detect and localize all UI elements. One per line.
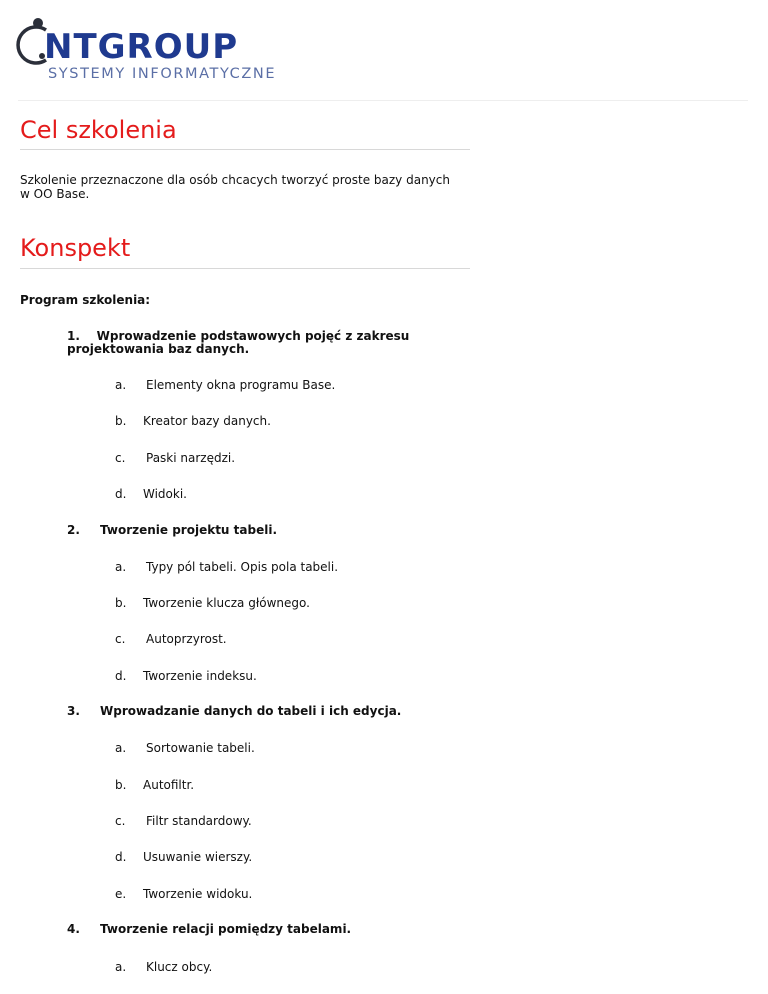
- section-4: [67, 923, 351, 936]
- outline-heading: Konspekt: [20, 234, 131, 262]
- logo-wordmark: NTGROUP: [44, 27, 239, 67]
- section-title: Wprowadzenie podstawowych pojęć z zakresu projektowania baz danych.: [67, 329, 410, 356]
- ntgroup-logo-icon: [16, 14, 316, 74]
- outline-heading-rule: [20, 268, 470, 269]
- section-1: [67, 330, 457, 356]
- header-divider: [18, 100, 748, 101]
- goal-heading: Cel szkolenia: [20, 116, 177, 144]
- logo-subtitle: SYSTEMY INFORMATYCZNE: [48, 66, 277, 82]
- goal-text: Szkolenie przeznaczone dla osób chcacych tworzyć proste bazy danych w OO Base.: [20, 173, 450, 201]
- goal-heading-rule: [20, 149, 470, 150]
- section-3: [67, 705, 401, 718]
- section-title: Tworzenie relacji pomiędzy tabelami.: [100, 922, 352, 936]
- program-title: Program szkolenia:: [20, 293, 151, 307]
- section-title: Tworzenie projektu tabeli.: [100, 523, 277, 537]
- section-2: [67, 524, 277, 537]
- section-number: 3.: [67, 704, 80, 718]
- section-number: 1.: [67, 329, 80, 343]
- section-number: 4.: [67, 922, 80, 936]
- section-number: 2.: [67, 523, 80, 537]
- section-title: Wprowadzanie danych do tabeli i ich edycja.: [100, 704, 402, 718]
